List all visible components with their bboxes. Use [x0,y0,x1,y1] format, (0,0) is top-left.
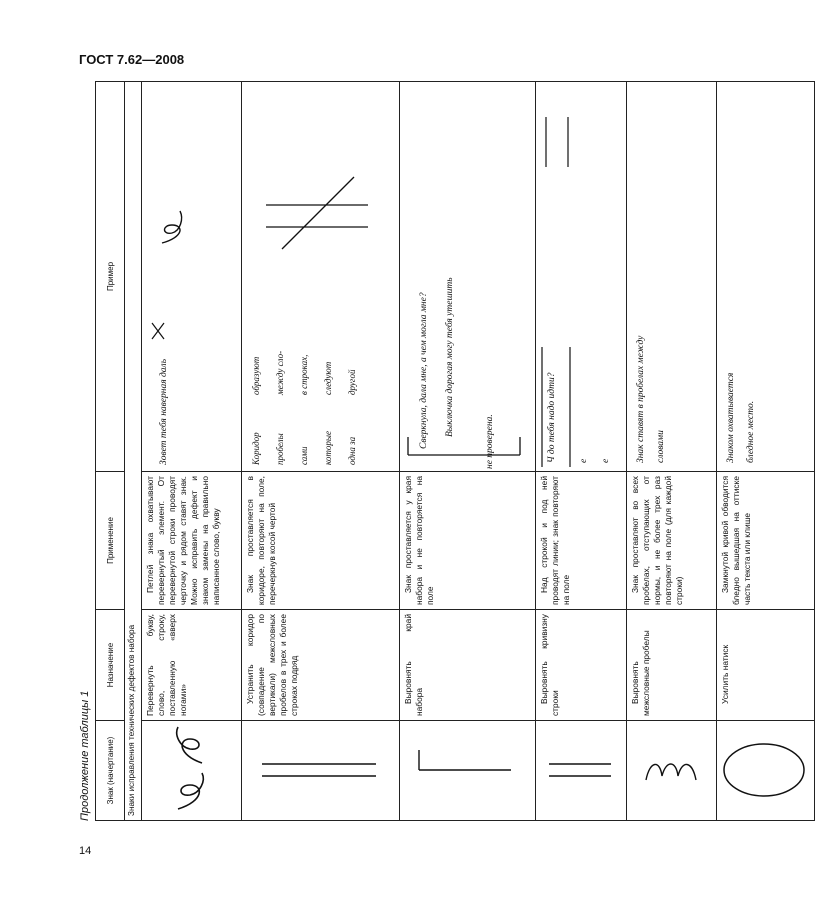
header-sign: Знак (начертание) [96,721,125,821]
purpose-cell: Выровнять межсловные пробелы [627,610,717,721]
example-line-1: Знаком охватывается [726,372,736,463]
example-cell [242,82,400,472]
usage-cell: Петлей знака охватывают перевернутый элемент. От перевернутой строки проводят черточку и рядом ставят знак. Можно исправить дефект и знаком замены на правильно написанное слово, букву [142,472,242,610]
page-number: 14 [79,845,92,857]
example-line-1: Ч до тебя надо идти? [547,372,557,463]
sign-spacing-icon [627,721,717,821]
example-cell [142,82,242,472]
example-line-3: е [601,458,611,463]
example-text: Зовет тебя наверная даль [159,358,169,465]
example-line-3: не проверена. [485,414,495,469]
margin-loop-mark-icon [156,207,186,247]
example-line-1: Знак ставят в пробелах между [636,335,646,463]
section-row [125,82,142,821]
table-header-row [96,82,125,821]
usage-cell: Замкнутой кривой обводится бледно вышедшая на оттиске часть текста или клише [717,472,815,610]
purpose-cell: Выровнять кривизну строки [536,610,627,721]
table-row [400,82,536,821]
straighten-lines-icon [545,751,615,791]
example-line-2: Выключка дорогая могу тебя утешить [445,277,455,437]
table-wrapper [95,82,756,821]
table-row [536,82,627,821]
purpose-cell: Усилить натиск [717,610,815,721]
usage-cell: Над строкой и под ней проводят линии; знак повторяют на поле [536,472,627,610]
example-cell [536,82,627,472]
table-row [627,82,717,821]
proofreading-table [95,81,815,821]
align-edge-icon [411,741,521,801]
sign-straighten-icon [536,721,627,821]
example-line-2: словами [656,430,666,463]
header-purpose: Назначение [96,610,125,721]
corridor-lines-icon [254,751,384,791]
usage-cell: Знак проставляют во всех пробелах, отступающих от нормы, и не более трех раз повторяют на поле (для каждой строки) [627,472,717,610]
sign-intensify-icon [717,721,815,821]
table-row [242,82,400,821]
table-row [142,82,242,821]
table-continuation-label: Продолжение таблицы 1 [79,690,91,821]
header-example: Пример [96,82,125,472]
purpose-cell: Устранить коридор (совпадение по вертикали) межсловных пробелов в трех и более строках подряд [242,610,400,721]
example-cell [400,82,536,472]
inverted-loop-mark-icon [148,321,168,341]
corridor-strike-icon [262,147,372,267]
usage-cell: Знак проставляется у края набора и не повторяется на поле [400,472,536,610]
sign-align-edge-icon [400,721,536,821]
table-row [717,82,815,821]
spacing-wave-icon [640,751,700,791]
example-cell [627,82,717,472]
section-title: Знаки исправления технических дефектов набора [125,82,142,821]
example-cell [717,82,815,472]
corridor-example-grid: Коридор образуют пробелы между сло- сами в строках, которые следуют одна за другой [251,350,357,465]
rotated-table-area [79,82,756,821]
example-line-2: бледное место. [746,400,756,463]
purpose-cell: Перевернуть букву, слово, строку, поставленную «вверх ногами» [142,610,242,721]
sign-inverted-loop-icon [142,721,242,821]
example-line-2: е [579,458,589,463]
inverted-loop-icon [170,726,210,816]
page-header: ГОСТ 7.62—2008 [79,52,185,67]
closed-curve-icon [719,736,809,806]
sign-corridor-icon [242,721,400,821]
purpose-cell: Выровнять край набора [400,610,536,721]
example-line-1: Сверкнула, дала мне, а чем могла мне? [419,292,429,449]
header-usage: Применение [96,472,125,610]
usage-cell: Знак проставляется в коридоре, повторяют на поле, перечеркнув косой чертой [242,472,400,610]
